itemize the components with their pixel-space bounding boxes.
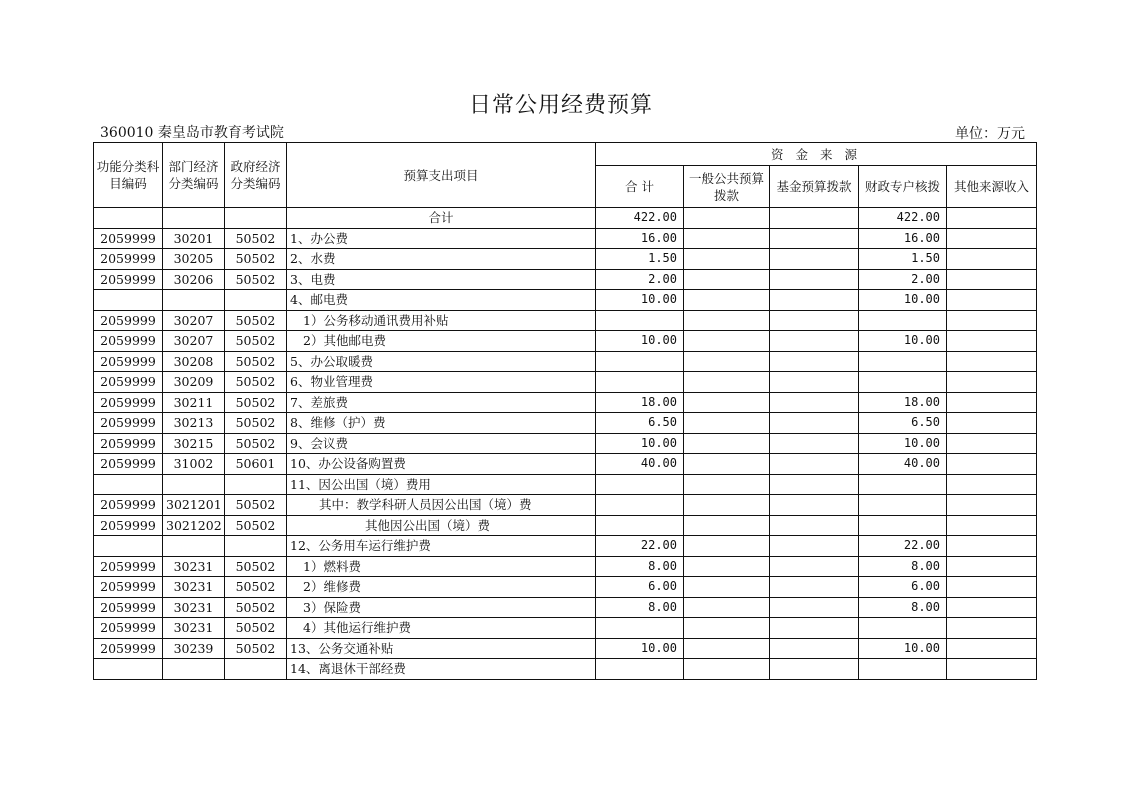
cell-dept-code: 30201 [163,228,225,249]
cell-fund-budget [770,351,859,372]
cell-other [947,618,1037,639]
cell-other [947,372,1037,393]
table-row [94,290,1037,311]
cell-total: 10.00 [596,331,684,352]
cell-item: 1、办公费 [287,228,596,249]
cell-dept-code [163,208,225,229]
cell-general-budget [684,618,770,639]
cell-func-code: 2059999 [94,556,163,577]
cell-func-code: 2059999 [94,249,163,270]
cell-total: 10.00 [596,433,684,454]
cell-fund-budget [770,310,859,331]
cell-general-budget [684,331,770,352]
table-row [94,474,1037,495]
cell-fund-budget [770,597,859,618]
cell-fund-budget [770,290,859,311]
cell-finance-special: 10.00 [859,433,947,454]
cell-item: 9、会议费 [287,433,596,454]
cell-finance-special: 40.00 [859,454,947,475]
cell-finance-special [859,351,947,372]
cell-general-budget [684,392,770,413]
cell-gov-code: 50502 [225,351,287,372]
cell-general-budget [684,474,770,495]
cell-item: 3、电费 [287,269,596,290]
table-row [94,331,1037,352]
cell-general-budget [684,515,770,536]
cell-finance-special [859,474,947,495]
cell-func-code: 2059999 [94,515,163,536]
cell-general-budget [684,433,770,454]
cell-func-code: 2059999 [94,331,163,352]
cell-finance-special [859,495,947,516]
cell-gov-code: 50502 [225,310,287,331]
cell-item: 7、差旅费 [287,392,596,413]
cell-general-budget [684,413,770,434]
cell-func-code: 2059999 [94,228,163,249]
table-row [94,208,1037,229]
cell-total [596,659,684,680]
header-other: 其他来源收入 [947,166,1037,208]
header-dept-code: 部门经济分类编码 [163,143,225,208]
cell-func-code: 2059999 [94,638,163,659]
cell-general-budget [684,351,770,372]
cell-general-budget [684,290,770,311]
cell-gov-code [225,659,287,680]
cell-item: 1）公务移动通讯费用补贴 [287,310,596,331]
cell-item: 1）燃料费 [287,556,596,577]
table-row [94,659,1037,680]
cell-other [947,515,1037,536]
cell-finance-special [859,372,947,393]
cell-finance-special [859,659,947,680]
cell-general-budget [684,597,770,618]
header-general-budget: 一般公共预算拨款 [684,166,770,208]
cell-dept-code [163,290,225,311]
cell-func-code: 2059999 [94,392,163,413]
cell-other [947,208,1037,229]
cell-item: 6、物业管理费 [287,372,596,393]
cell-fund-budget [770,536,859,557]
cell-gov-code: 50502 [225,597,287,618]
cell-finance-special: 8.00 [859,597,947,618]
cell-dept-code: 30231 [163,556,225,577]
cell-total: 22.00 [596,536,684,557]
cell-dept-code: 30231 [163,618,225,639]
cell-other [947,597,1037,618]
table-row [94,454,1037,475]
cell-fund-budget [770,331,859,352]
cell-total: 422.00 [596,208,684,229]
cell-other [947,413,1037,434]
cell-gov-code: 50502 [225,269,287,290]
cell-item: 4、邮电费 [287,290,596,311]
cell-finance-special: 22.00 [859,536,947,557]
cell-finance-special: 10.00 [859,638,947,659]
cell-fund-budget [770,433,859,454]
cell-fund-budget [770,515,859,536]
table-row [94,597,1037,618]
cell-dept-code: 30239 [163,638,225,659]
cell-item: 10、办公设备购置费 [287,454,596,475]
cell-dept-code [163,659,225,680]
cell-dept-code: 3021201 [163,495,225,516]
table-row [94,269,1037,290]
cell-fund-budget [770,249,859,270]
cell-fund-budget [770,392,859,413]
cell-dept-code: 30213 [163,413,225,434]
cell-total: 2.00 [596,269,684,290]
cell-gov-code [225,474,287,495]
header-fund-budget: 基金预算拨款 [770,166,859,208]
table-row [94,556,1037,577]
cell-fund-budget [770,618,859,639]
cell-finance-special: 6.50 [859,413,947,434]
cell-total [596,495,684,516]
cell-total: 10.00 [596,290,684,311]
cell-fund-budget [770,269,859,290]
cell-other [947,351,1037,372]
table-row [94,536,1037,557]
cell-gov-code: 50502 [225,433,287,454]
cell-finance-special: 16.00 [859,228,947,249]
cell-other [947,659,1037,680]
cell-other [947,269,1037,290]
cell-func-code: 2059999 [94,310,163,331]
header-total: 合 计 [596,166,684,208]
cell-total [596,515,684,536]
cell-func-code: 2059999 [94,618,163,639]
cell-total: 6.00 [596,577,684,598]
cell-item: 其他因公出国（境）费 [287,515,596,536]
table-row [94,638,1037,659]
table-row [94,310,1037,331]
unit-label: 单位：万元 [955,126,1025,142]
cell-fund-budget [770,454,859,475]
cell-func-code: 2059999 [94,413,163,434]
budget-table [93,142,1037,680]
cell-gov-code: 50601 [225,454,287,475]
table-header [94,143,1037,208]
cell-gov-code [225,208,287,229]
cell-fund-budget [770,228,859,249]
cell-gov-code: 50502 [225,413,287,434]
table-row [94,372,1037,393]
cell-item: 2）维修费 [287,577,596,598]
cell-item: 2）其他邮电费 [287,331,596,352]
cell-func-code: 2059999 [94,597,163,618]
cell-other [947,290,1037,311]
cell-fund-budget [770,659,859,680]
cell-dept-code: 30209 [163,372,225,393]
cell-dept-code [163,474,225,495]
cell-dept-code: 30208 [163,351,225,372]
header-finance-special: 财政专户核拨 [859,166,947,208]
table-row [94,495,1037,516]
cell-fund-budget [770,556,859,577]
cell-other [947,331,1037,352]
cell-finance-special [859,515,947,536]
cell-finance-special: 1.50 [859,249,947,270]
cell-total: 18.00 [596,392,684,413]
cell-func-code: 2059999 [94,269,163,290]
cell-fund-budget [770,413,859,434]
cell-fund-budget [770,474,859,495]
header-func-code: 功能分类科目编码 [94,143,163,208]
header-gov-code: 政府经济分类编码 [225,143,287,208]
cell-total [596,310,684,331]
cell-finance-special [859,618,947,639]
cell-gov-code: 50502 [225,577,287,598]
cell-func-code [94,208,163,229]
cell-total: 6.50 [596,413,684,434]
cell-other [947,536,1037,557]
cell-other [947,577,1037,598]
cell-item: 2、水费 [287,249,596,270]
cell-fund-budget [770,638,859,659]
cell-total [596,618,684,639]
cell-item: 3）保险费 [287,597,596,618]
cell-other [947,495,1037,516]
cell-other [947,228,1037,249]
cell-finance-special: 6.00 [859,577,947,598]
cell-gov-code: 50502 [225,249,287,270]
cell-item: 12、公务用车运行维护费 [287,536,596,557]
cell-total: 8.00 [596,556,684,577]
cell-func-code: 2059999 [94,577,163,598]
cell-fund-budget [770,495,859,516]
cell-total: 1.50 [596,249,684,270]
table-body [94,208,1037,680]
table-row [94,515,1037,536]
cell-general-budget [684,208,770,229]
table-row [94,228,1037,249]
cell-func-code: 2059999 [94,351,163,372]
cell-gov-code: 50502 [225,331,287,352]
cell-other [947,474,1037,495]
cell-func-code: 2059999 [94,372,163,393]
cell-func-code: 2059999 [94,495,163,516]
cell-func-code [94,290,163,311]
table-row [94,618,1037,639]
cell-gov-code: 50502 [225,638,287,659]
cell-dept-code: 30231 [163,597,225,618]
header-item: 预算支出项目 [287,143,596,208]
cell-general-budget [684,228,770,249]
page-title: 日常公用经费预算 [468,93,653,118]
cell-general-budget [684,249,770,270]
cell-total: 8.00 [596,597,684,618]
cell-gov-code: 50502 [225,392,287,413]
cell-item: 8、维修（护）费 [287,413,596,434]
cell-finance-special [859,310,947,331]
cell-total [596,474,684,495]
cell-gov-code: 50502 [225,495,287,516]
cell-fund-budget [770,577,859,598]
cell-dept-code: 31002 [163,454,225,475]
cell-finance-special: 422.00 [859,208,947,229]
cell-func-code [94,659,163,680]
cell-dept-code: 30211 [163,392,225,413]
cell-dept-code: 30207 [163,331,225,352]
cell-finance-special: 8.00 [859,556,947,577]
cell-func-code: 2059999 [94,433,163,454]
cell-general-budget [684,536,770,557]
cell-finance-special: 10.00 [859,331,947,352]
cell-dept-code: 30207 [163,310,225,331]
cell-item: 14、离退休干部经费 [287,659,596,680]
cell-func-code [94,536,163,557]
table-row [94,433,1037,454]
cell-general-budget [684,577,770,598]
cell-gov-code: 50502 [225,228,287,249]
cell-dept-code [163,536,225,557]
table-row [94,577,1037,598]
cell-func-code: 2059999 [94,454,163,475]
cell-total [596,351,684,372]
table-row [94,351,1037,372]
cell-dept-code: 30206 [163,269,225,290]
cell-item: 其中：教学科研人员因公出国（境）费 [287,495,596,516]
cell-fund-budget [770,372,859,393]
cell-gov-code [225,536,287,557]
cell-other [947,454,1037,475]
cell-finance-special: 18.00 [859,392,947,413]
cell-other [947,249,1037,270]
cell-general-budget [684,659,770,680]
cell-item: 5、办公取暖费 [287,351,596,372]
cell-total: 16.00 [596,228,684,249]
cell-finance-special: 10.00 [859,290,947,311]
cell-fund-budget [770,208,859,229]
cell-total: 10.00 [596,638,684,659]
cell-item: 13、公务交通补贴 [287,638,596,659]
cell-dept-code: 30205 [163,249,225,270]
cell-general-budget [684,372,770,393]
cell-general-budget [684,495,770,516]
table-row [94,392,1037,413]
cell-other [947,310,1037,331]
cell-item: 4）其他运行维护费 [287,618,596,639]
cell-other [947,556,1037,577]
cell-gov-code: 50502 [225,618,287,639]
cell-general-budget [684,556,770,577]
cell-func-code [94,474,163,495]
cell-other [947,433,1037,454]
header-funding-source: 资 金 来 源 [596,143,1037,166]
cell-general-budget [684,638,770,659]
table-row [94,249,1037,270]
organization-label: 360010 秦皇岛市教育考试院 [100,125,284,141]
cell-dept-code: 3021202 [163,515,225,536]
cell-gov-code: 50502 [225,556,287,577]
cell-gov-code: 50502 [225,372,287,393]
cell-gov-code [225,290,287,311]
cell-general-budget [684,454,770,475]
cell-total: 40.00 [596,454,684,475]
table-row [94,413,1037,434]
cell-dept-code: 30215 [163,433,225,454]
cell-general-budget [684,269,770,290]
cell-other [947,638,1037,659]
cell-item: 11、因公出国（境）费用 [287,474,596,495]
cell-finance-special: 2.00 [859,269,947,290]
cell-total [596,372,684,393]
cell-general-budget [684,310,770,331]
cell-dept-code: 30231 [163,577,225,598]
cell-item: 合计 [287,208,596,229]
cell-gov-code: 50502 [225,515,287,536]
cell-other [947,392,1037,413]
